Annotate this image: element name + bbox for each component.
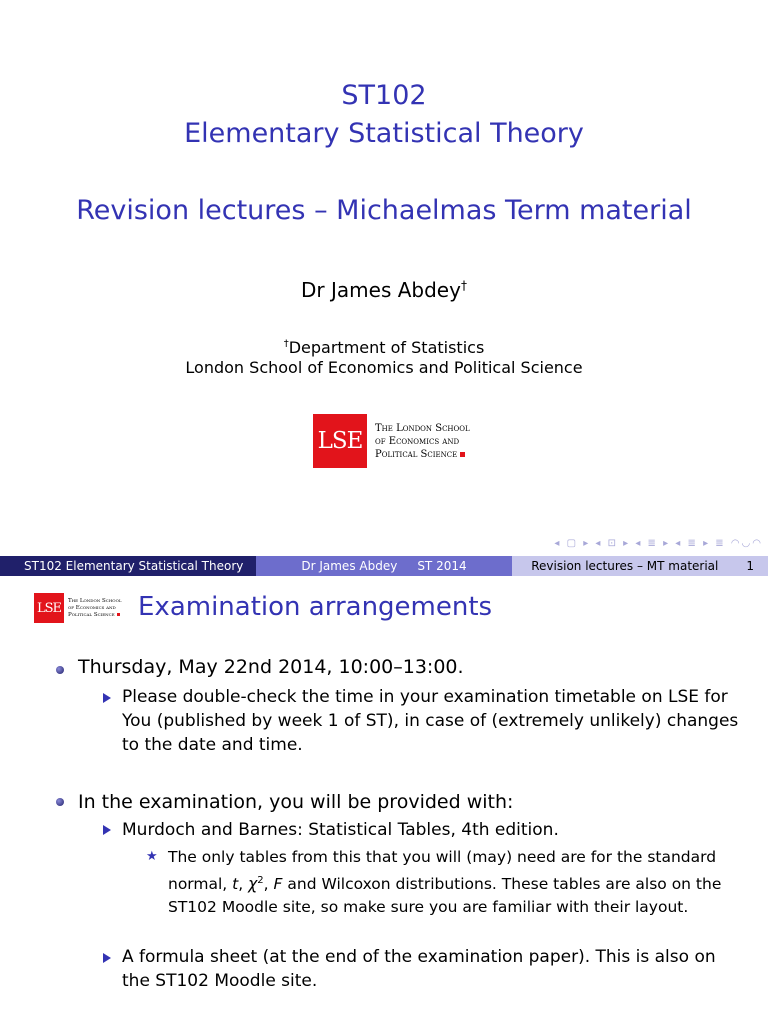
presentation-subtitle: Revision lectures – Michaelmas Term material [76,195,692,226]
footer-section-title: Revision lectures – MT material [531,559,719,573]
lse-logo-line3: Political Science [375,448,458,460]
footer-author-term [256,556,512,576]
lse-logo-line1: The London School [375,422,470,434]
list-item: Thursday, May 22nd 2014, 10:00–13:00. [78,656,464,678]
lse-logo-small-text [68,598,122,619]
department-line [0,338,768,357]
slide-footer [0,556,768,576]
author-footnote-mark: † [460,278,467,293]
lse-logo-text [375,422,470,461]
bullet-dot-icon [56,666,64,674]
footer-term: ST 2014 [417,559,467,573]
content-slide [0,576,768,1024]
bullet-triangle-icon [103,693,111,703]
author-name: Dr James Abdey [301,278,461,302]
tables-text-pre: The only tables from this that you will (may) need are for the standard normal, [168,848,717,894]
sub-list-item: A formula sheet (at the end of the examination paper). This is also on the ST102 Moodle site. [122,947,716,991]
math-chi-exponent: 2 [257,875,264,886]
footer-page-number: 1 [746,559,754,573]
tables-text-post: and Wilcoxon distributions. These tables are also on the ST102 Moodle site, so make sure you are familiar with their layout. [168,875,722,917]
math-chi: χ [248,875,258,894]
course-name: Elementary Statistical Theory [184,118,584,149]
list-item: In the examination, you will be provided with: [78,791,514,813]
course-code: ST102 [341,80,427,111]
beamer-navigation-icons[interactable]: ◂ ▢ ▸ ◂ ⊡ ▸ ◂ ≣ ▸ ◂ ≣ ▸ ≣ ◠◡◠ [554,538,763,549]
bullet-star-icon: ★ [146,849,158,864]
lse-logo-small-line2: of Economics and [68,604,116,611]
author-line [0,278,768,302]
bullet-triangle-icon [103,953,111,963]
lse-logo-box: LSE [313,414,367,468]
affiliation-footnote-mark: † [283,338,289,350]
lse-logo-small-line3: Political Science [68,611,115,618]
lse-logo-small [34,593,122,623]
sub-list-item: Please double-check the time in your examination timetable on LSE for You (published by week 1 of ST), in case of (extremely unlikely) changes to the date and time. [122,687,739,755]
sub-sub-list-item: The only tables from this that you will (may) need are for the standard normal, t, $\chi^2$, F and Wilcoxon distributions. These tables are also on the ST102 Moodle site, so make sure you are familiar with their layout. [168,848,722,917]
department-name: Department of Statistics [288,338,485,357]
footer-course: ST102 Elementary Statistical Theory [0,556,256,576]
lse-logo-small-box: LSE [34,593,64,623]
logo-square-icon [460,452,465,457]
lse-logo [313,414,470,468]
bullet-dot-icon [56,798,64,806]
bullet-triangle-icon [103,825,111,835]
math-F: F [273,875,283,894]
lse-logo-small-line1: The London School [68,597,122,604]
logo-small-square-icon [117,613,120,616]
institution-name: London School of Economics and Political Science [185,358,583,377]
lse-logo-line2: of Economics and [375,435,460,447]
footer-section [512,556,768,576]
sub-list-item: Murdoch and Barnes: Statistical Tables, 4th edition. [122,820,559,840]
frame-title: Examination arrangements [138,592,493,622]
math-t: t [232,875,239,894]
footer-author: Dr James Abdey [301,559,398,573]
